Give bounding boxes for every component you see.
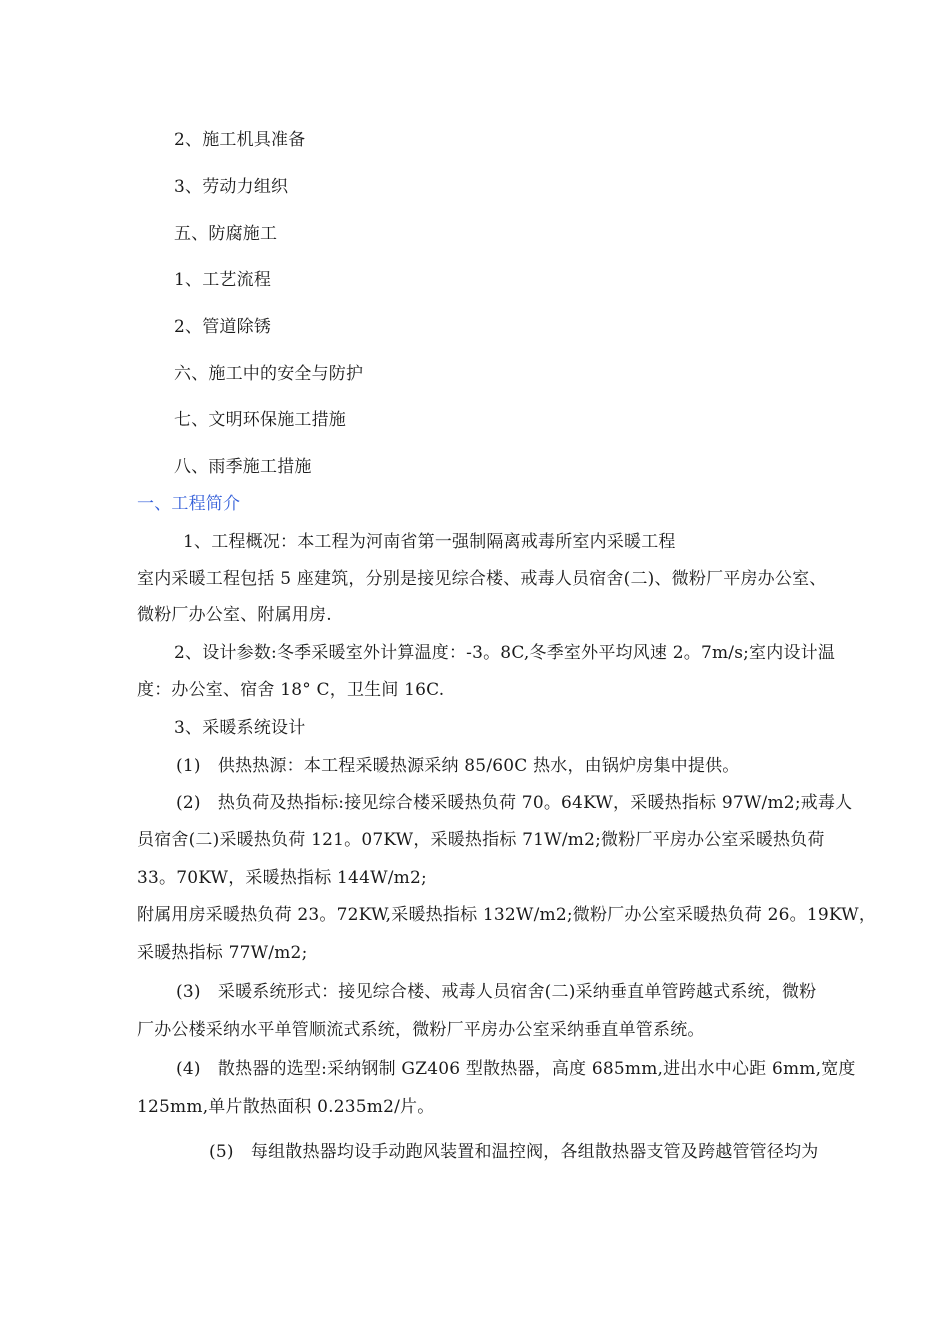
item-system-form-1: (3) 采暖系统形式：接见综合楼、戒毒人员宿舍(二)采纳垂直单管跨越式系统，微粉: [176, 982, 817, 1002]
item-heat-load-2: 员宿舍(二)采暖热负荷 121。07KW，采暖热指标 71W/m2;微粉厂平房办公室采暖热负荷: [137, 830, 825, 850]
toc-item-tools: 2、施工机具准备: [174, 130, 306, 150]
paragraph-overview-cont-2: 微粉厂办公室、附属用房.: [137, 605, 332, 625]
item-radiator-valves-1: (5) 每组散热器均设手动跑风装置和温控阀，各组散热器支管及跨越管管径均为: [209, 1142, 819, 1162]
section-heading-project-intro: 一、工程简介: [137, 494, 241, 514]
item-heat-load-1: (2) 热负荷及热指标:接见综合楼采暖热负荷 70。64KW，采暖热指标 97W/m2;戒毒人: [176, 793, 853, 813]
toc-section-safety: 六、施工中的安全与防护: [174, 364, 364, 384]
paragraph-design-params-1: 2、设计参数:冬季采暖室外计算温度：-3。8C,冬季室外平均风速 2。7m/s;室内设计温: [174, 643, 836, 663]
item-system-form-2: 厂办公楼采纳水平单管顺流式系统，微粉厂平房办公室采纳垂直单管系统。: [137, 1020, 705, 1040]
toc-item-rust-removal: 2、管道除锈: [174, 317, 272, 337]
item-heat-load-5: 采暖热指标 77W/m2;: [137, 943, 308, 963]
toc-item-process: 1、工艺流程: [174, 270, 272, 290]
toc-section-rainy-season: 八、雨季施工措施: [174, 457, 312, 477]
item-heat-source: (1) 供热热源：本工程采暖热源采纳 85/60C 热水，由锅炉房集中提供。: [176, 756, 740, 776]
paragraph-heating-design: 3、采暖系统设计: [174, 718, 306, 738]
item-radiator-selection-1: (4) 散热器的选型:采纳钢制 GZ406 型散热器，高度 685mm,进出水中心距 6mm,宽度: [176, 1059, 856, 1079]
paragraph-design-params-2: 度：办公室、宿舍 18° C，卫生间 16C.: [137, 680, 445, 700]
item-heat-load-4: 附属用房采暖热负荷 23。72KW,采暖热指标 132W/m2;微粉厂办公室采暖热负荷 26。19KW，: [137, 905, 877, 925]
toc-item-labor: 3、劳动力组织: [174, 177, 289, 197]
item-heat-load-3: 33。70KW，采暖热指标 144W/m2;: [137, 868, 427, 888]
paragraph-overview-cont-1: 室内采暖工程包括 5 座建筑，分别是接见综合楼、戒毒人员宿舍(二)、微粉厂平房办公室、: [137, 569, 827, 589]
toc-section-environment: 七、文明环保施工措施: [174, 410, 346, 430]
item-radiator-selection-2: 125mm,单片散热面积 0.235m2/片。: [137, 1097, 435, 1117]
paragraph-overview: 1、工程概况：本工程为河南省第一强制隔离戒毒所室内采暖工程: [183, 532, 676, 552]
toc-section-anticorrosion: 五、防腐施工: [174, 224, 278, 244]
